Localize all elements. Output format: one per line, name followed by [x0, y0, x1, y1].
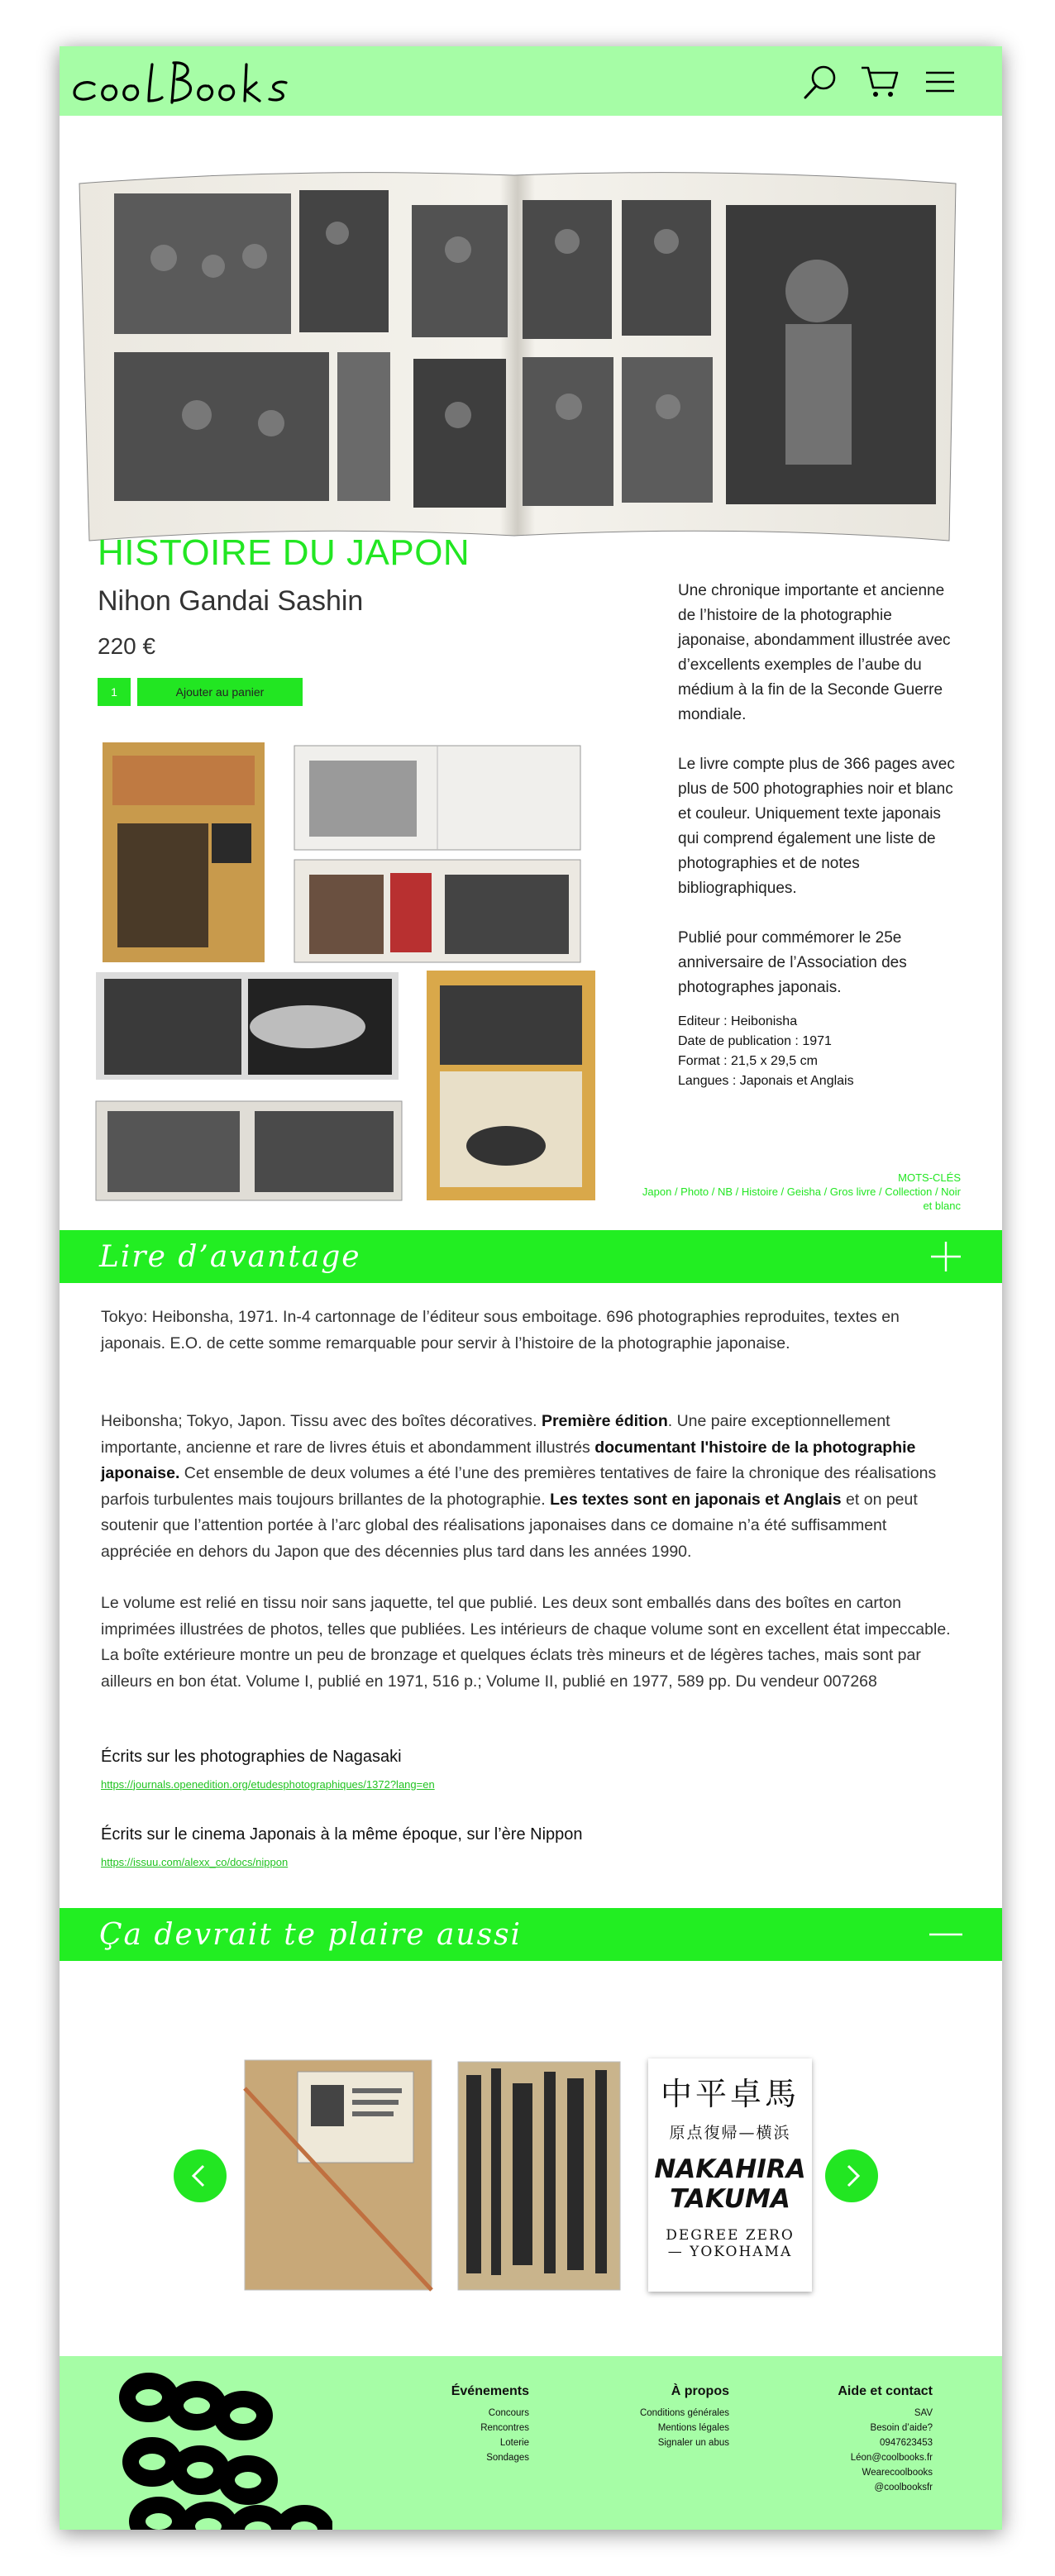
add-to-cart-button[interactable]: Ajouter au panier: [137, 678, 303, 706]
footer-link[interactable]: Mentions légales: [657, 2423, 729, 2433]
cart-icon[interactable]: [858, 63, 901, 101]
minus-icon[interactable]: [929, 1918, 962, 1951]
carousel-prev-button[interactable]: [174, 2149, 227, 2202]
footer-heading: Événements: [451, 2384, 529, 2398]
link-title: Écrits sur le cinema Japonais à la même époque, sur l’ère Nippon: [101, 1825, 583, 1844]
meta-date: Date de publication : 1971: [678, 1034, 832, 1048]
product-meta: [678, 1012, 966, 1091]
read-more-content: [101, 1305, 961, 1357]
read-more-paragraph: Tokyo: Heibonsha, 1971. In-4 cartonnage de l’éditeur sous emboitage. 696 photographies reproduites, textes en japonais. E.O. de cette somme remarquable pour servir à l’histoire de la photographie japonaise.: [101, 1308, 900, 1352]
related-book-1[interactable]: [240, 2055, 437, 2295]
footer-logo-graphic: [117, 2364, 332, 2530]
footer-link[interactable]: Conditions générales: [639, 2408, 729, 2418]
product-subtitle: Nihon Gandai Sashin: [98, 585, 364, 617]
read-more-title: Lire d’avantage: [99, 1240, 361, 1274]
site-header: [60, 46, 1002, 116]
keywords-block: [638, 1171, 961, 1213]
nippon-link[interactable]: https://issuu.com/alexx_co/docs/nippon: [101, 1855, 289, 1868]
book3-kanji-title: 中平卓馬: [660, 2076, 800, 2112]
footer-column-help: [838, 2384, 933, 2495]
read-more-content: [101, 1409, 961, 1565]
book3-title-line1: NAKAHIRA: [654, 2154, 806, 2184]
footer-heading: Aide et contact: [838, 2384, 933, 2398]
footer-link[interactable]: Wearecoolbooks: [862, 2468, 933, 2478]
description-paragraph: Le livre compte plus de 366 pages avec plus de 500 photographies noir et blanc et couleur. Uniquement texte japonais qui comprend également une liste de photographies et de notes bibliographiques.: [678, 756, 955, 897]
plus-icon[interactable]: [929, 1240, 962, 1273]
description-paragraph: Publié pour commémorer le 25e anniversaire de l’Association des photographes japonais.: [678, 929, 907, 996]
related-book-3[interactable]: [648, 2058, 812, 2292]
read-more-paragraph: Heibonsha; Tokyo, Japon. Tissu avec des boîtes décoratives. Première édition. Une paire exceptionnellement importante, ancienne et rare de livres étuis et abondamment illustrés documentant l'histoire de la photographie japonaise. Cet ensemble de deux volumes a été l’une des premières tentatives de faire la chronique des réalisations parfois turbulentes mais toujours brillantes de la photographie. Les textes sont en japonais et Anglais et on peut soutenir que l’attention portée à l’arc global des réalisations japonaises dans ce domaine n’a été suffisamment appréciée en dehors du Japon que des décennies plus tard dans les années 1990.: [101, 1412, 937, 1561]
chevron-left-icon: [174, 2149, 227, 2202]
external-link-block: [101, 1822, 961, 1875]
footer-link[interactable]: @coolbooksfr: [874, 2483, 933, 2493]
search-icon[interactable]: [799, 63, 842, 101]
footer-link[interactable]: Rencontres: [480, 2423, 529, 2433]
footer-column-events: [451, 2384, 529, 2465]
product-page: [60, 46, 1002, 2530]
book-photo-collage: [93, 716, 605, 1212]
meta-languages: Langues : Japonais et Anglais: [678, 1074, 854, 1088]
keywords-list[interactable]: Japon / Photo / NB / Histoire / Geisha / Gros livre / Collection / Noir et blanc: [642, 1185, 961, 1212]
chevron-right-icon: [825, 2149, 878, 2202]
book3-subtitle-line2: — YOKOHAMA: [667, 2244, 793, 2260]
menu-icon[interactable]: [919, 63, 962, 101]
footer-link[interactable]: SAV: [914, 2408, 933, 2418]
cool-books-logo[interactable]: [69, 55, 309, 111]
product-price: 220 €: [98, 633, 156, 659]
footer-link[interactable]: Signaler un abus: [657, 2438, 729, 2448]
quantity-input[interactable]: 1: [98, 678, 131, 706]
product-title: HISTOIRE DU JAPON: [98, 532, 470, 573]
footer-column-about: [640, 2384, 729, 2450]
footer-link[interactable]: 0947623453: [880, 2438, 933, 2448]
read-more-content: [101, 1591, 961, 1695]
related-bar[interactable]: [60, 1908, 1002, 1961]
footer-heading: À propos: [671, 2384, 729, 2398]
footer-link[interactable]: Besoin d’aide?: [870, 2423, 933, 2433]
book3-title-line2: TAKUMA: [670, 2184, 790, 2214]
link-title: Écrits sur les photographies de Nagasaki: [101, 1748, 402, 1766]
book3-kanji-subtitle: 原点復帰—横浜: [669, 2124, 791, 2142]
keywords-label: MOTS-CLÉS: [898, 1171, 961, 1184]
read-more-bar[interactable]: [60, 1230, 1002, 1283]
read-more-paragraph: Le volume est relié en tissu noir sans jaquette, tel que publié. Les deux sont emballés dans des boîtes en carton imprimées illustrées de photos, telles que publiées. Les intérieurs de chaque volume sont en excellent état impeccable. La boîte extérieure montre un peu de bronzage et quelques éclats très mineurs et de légères taches, mais sont par ailleurs en bon état. Volume I, publié en 1971, 516 p.; Volume II, publié en 1977, 589 pp. Du vendeur 007268: [101, 1594, 951, 1691]
footer-link[interactable]: Sondages: [486, 2453, 529, 2463]
footer-link[interactable]: Léon@coolbooks.fr: [850, 2453, 933, 2463]
meta-publisher: Editeur : Heibonisha: [678, 1014, 798, 1028]
nagasaki-link[interactable]: https://journals.openedition.org/etudesphotographiques/1372?lang=en: [101, 1777, 435, 1791]
external-link-block: [101, 1744, 961, 1797]
carousel-next-button[interactable]: [825, 2149, 878, 2202]
related-title: Ça devrait te plaire aussi: [99, 1918, 523, 1952]
site-footer: [60, 2356, 1002, 2530]
description-paragraph: Une chronique importante et ancienne de l’histoire de la photographie japonaise, abondamment illustrée avec d’excellents exemples de l’aube du médium à la fin de la Seconde Guerre mondiale.: [678, 582, 951, 723]
meta-format: Format : 21,5 x 29,5 cm: [678, 1054, 818, 1068]
product-description: [678, 579, 966, 1091]
footer-link[interactable]: Loterie: [499, 2438, 529, 2448]
book-spread-image: [73, 150, 966, 547]
book3-subtitle-line1: DEGREE ZERO: [666, 2227, 795, 2244]
related-book-2[interactable]: [455, 2058, 623, 2293]
footer-link[interactable]: Concours: [488, 2408, 529, 2418]
